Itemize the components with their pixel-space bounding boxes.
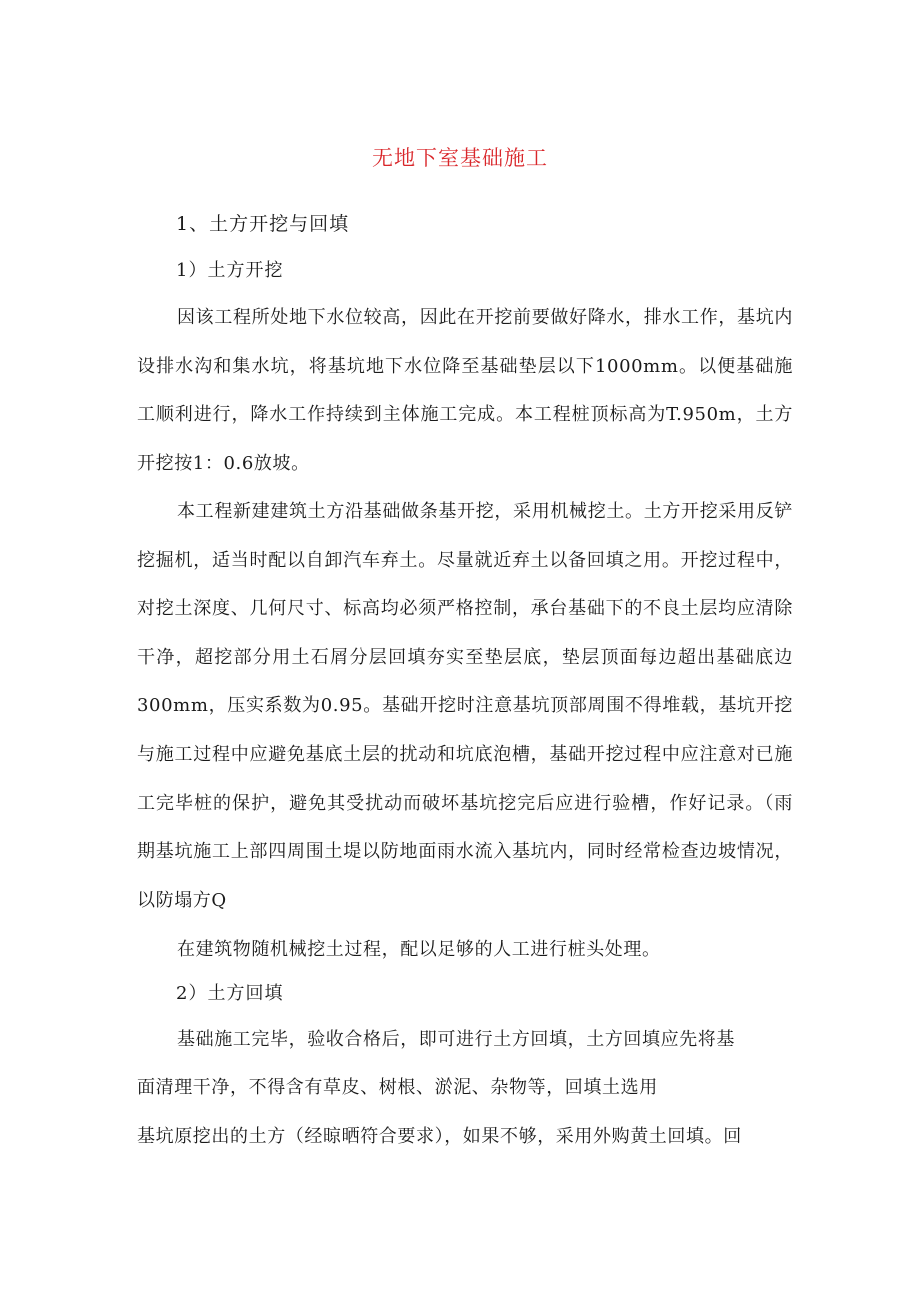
paragraph-backfill-line-1: 基础施工完毕，验收合格后，即可进行土方回填，土方回填应先将基 bbox=[177, 1029, 735, 1050]
paragraph-backfill-line-2: 面清理干净，不得含有草皮、树根、淤泥、杂物等，回填土选用 bbox=[137, 1077, 658, 1098]
subsection-heading-backfill: 2）土方回填 bbox=[176, 983, 284, 1004]
document-title: 无地下室基础施工 bbox=[372, 146, 548, 170]
section-heading-earthwork: 1、土方开挖与回填 bbox=[176, 213, 350, 235]
subsection-heading-excavation: 1）土方开挖 bbox=[176, 260, 284, 281]
paragraph-backfill-line-3: 基坑原挖出的土方（经晾晒符合要求），如果不够，采用外购黄土回填。回 bbox=[137, 1126, 742, 1147]
paragraph-pile-head: 在建筑物随机械挖土过程，配以足够的人工进行桩头处理。 bbox=[177, 939, 661, 960]
paragraph-dewatering: 因该工程所处地下水位较高，因此在开挖前要做好降水，排水工作，基坑内设排水沟和集水坑，将基坑地下水位降至基础垫层以下1000mm。以便基础施工顺利进行，降水工作持续到主体施工完成。本工程桩顶标高为T.950m，土方开挖按1：0.6放坡。 bbox=[137, 307, 793, 474]
paragraph-excavation-method: 本工程新建建筑土方沿基础做条基开挖，采用机械挖土。土方开挖采用反铲挖掘机，适当时配以自卸汽车弃土。尽量就近弃土以备回填之用。开挖过程中，对挖土深度、几何尺寸、标高均必须严格控制，承台基础下的不良土层均应清除干净，超挖部分用土石屑分层回填夯实至垫层底，垫层顶面每边超出基础底边300mm，压实系数为0.95。基础开挖时注意基坑顶部周围不得堆载，基坑开挖与施工过程中应避免基底土层的扰动和坑底泡槽，基础开挖过程中应注意对已施工完毕桩的保护，避免其受扰动而破坏基坑挖完后应进行验槽，作好记录。（雨期基坑施工上部四周围土堤以防地面雨水流入基坑内，同时经常检查边坡情况，以防塌方Q bbox=[137, 501, 793, 911]
